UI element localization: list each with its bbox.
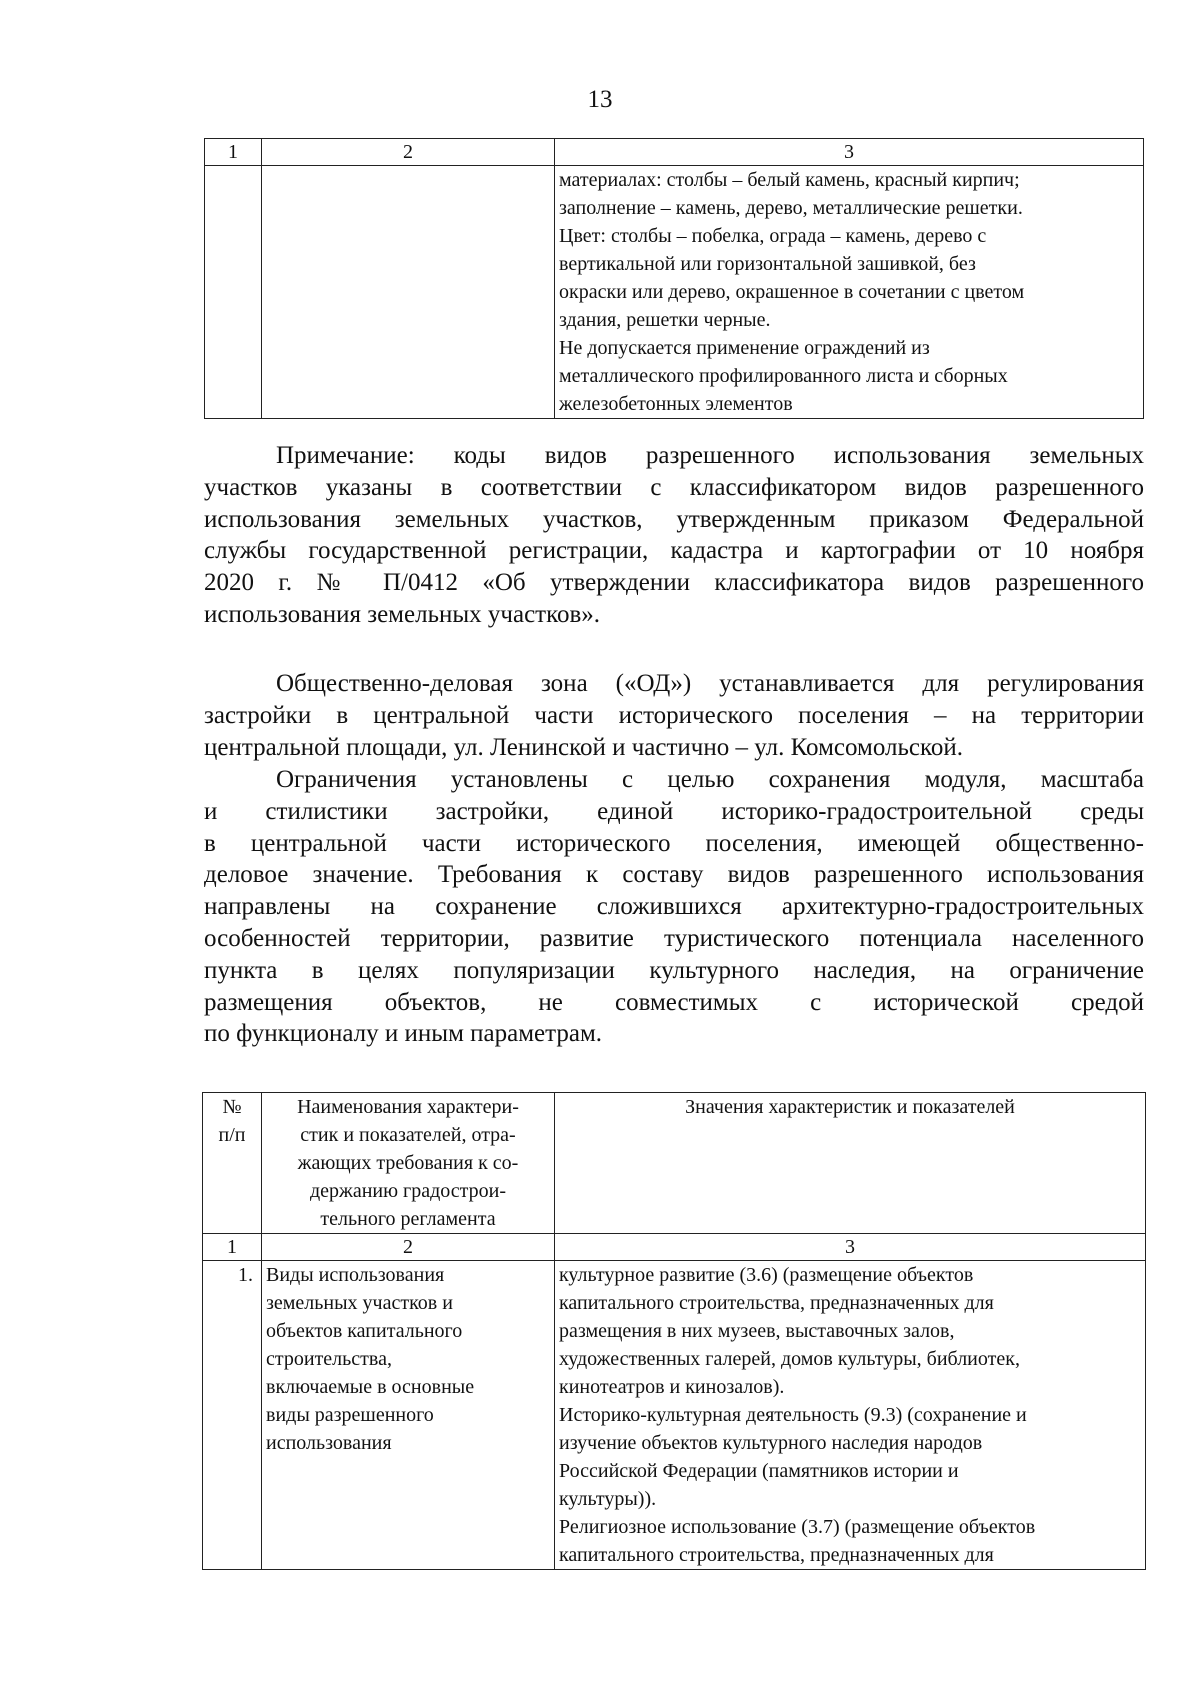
empty-cell [205, 166, 262, 419]
empty-cell [262, 166, 555, 419]
cell-line: вертикальной или горизонтальной зашивкой, без [559, 253, 976, 275]
cell-line: капитального строительства, предназначенных для [559, 1544, 994, 1566]
cell-line: культурное развитие (3.6) (размещение объектов [559, 1264, 974, 1286]
header-line: держанию градострои- [309, 1180, 507, 1202]
cell-line: Историко-культурная деятельность (9.3) (сохранение и [559, 1404, 1027, 1426]
text-line: Ограничения установлены с целью сохранения модуля, масштаба [276, 766, 1144, 793]
header-line: стик и показателей, отра- [300, 1124, 516, 1146]
text-line: использования земельных участков, утвержденным приказом Федеральной [204, 505, 1144, 533]
text-line: деловое значение. Требования к составу видов разрешенного использования [204, 861, 1144, 889]
text-line: Общественно-деловая зона («ОД») устанавливается для регулирования [276, 670, 1144, 697]
cell-line: художественных галерей, домов культуры, библиотек, [559, 1348, 1020, 1370]
table-index-row [203, 1234, 1146, 1261]
cell-line: кинотеатров и кинозалов). [559, 1376, 785, 1398]
cell-line: Виды использования [266, 1264, 445, 1286]
fence-requirements-cell [555, 166, 1144, 419]
cell-line: материалах: столбы – белый камень, красный кирпич; [559, 169, 1020, 191]
header-line: Наименования характери- [297, 1096, 519, 1118]
index-cell-1: 1 [205, 139, 262, 166]
cell-line: использования [266, 1432, 392, 1454]
cell-line: Российской Федерации (памятников истории и [559, 1460, 959, 1482]
row-name-cell [262, 1261, 555, 1570]
index-cell-2: 2 [262, 1234, 555, 1261]
text-line: Примечание: коды видов разрешенного использования земельных [276, 442, 1144, 469]
cell-line: строительства, [266, 1348, 392, 1370]
cell-line: виды разрешенного [266, 1404, 434, 1426]
text-line: центральной площади, ул. Ленинской и частично – ул. Комсомольской. [204, 733, 963, 761]
header-line: № [222, 1096, 242, 1118]
header-name-cell [262, 1093, 555, 1234]
index-cell-1: 1 [203, 1234, 262, 1261]
zone-paragraph [204, 668, 1144, 763]
cell-line: размещения в них музеев, выставочных залов, [559, 1320, 955, 1342]
note-paragraph [204, 440, 1144, 631]
index-cell-3: 3 [555, 139, 1144, 166]
header-line: п/п [218, 1124, 246, 1146]
cell-line: включаемые в основные [266, 1376, 475, 1398]
cell-line: капитального строительства, предназначенных для [559, 1292, 994, 1314]
page-number: 13 [587, 86, 613, 113]
cell-line: Не допускается применение ограждений из [559, 337, 930, 359]
cell-line: земельных участков и [266, 1292, 453, 1314]
cell-line: культуры)). [559, 1488, 657, 1510]
text-line: размещения объектов, не совместимых с исторической средой [204, 988, 1144, 1016]
header-num-cell [203, 1093, 262, 1234]
header-line: тельного регламента [320, 1208, 496, 1230]
text-line: использования земельных участков». [204, 600, 601, 628]
zone-regulations-table [202, 1092, 1146, 1570]
table-row [205, 166, 1144, 419]
text-line: 2020 г. № П/0412 «Об утверждении классификатора видов разрешенного [204, 569, 1144, 597]
text-line: и стилистики застройки, единой историко-градостроительной среды [204, 797, 1144, 825]
text-line: по функционалу и иным параметрам. [204, 1020, 603, 1048]
table-header-row [203, 1093, 1146, 1234]
text-line: в центральной части исторического поселения, имеющей общественно- [204, 829, 1144, 857]
row-values-cell [555, 1261, 1146, 1570]
text-line: особенностей территории, развитие туристического потенциала населенного [204, 924, 1144, 952]
cell-line: заполнение – камень, дерево, металлические решетки. [559, 197, 1023, 219]
cell-line: железобетонных элементов [559, 393, 793, 415]
header-values-cell: Значения характеристик и показателей [555, 1093, 1146, 1234]
table-row [203, 1261, 1146, 1570]
cell-line: изучение объектов культурного наследия народов [559, 1432, 983, 1454]
cell-line: Религиозное использование (3.7) (размещение объектов [559, 1516, 1036, 1538]
cell-line: объектов капитального [266, 1320, 463, 1342]
continued-table [204, 138, 1144, 419]
text-line: участков указаны в соответствии с классификатором видов разрешенного [204, 473, 1144, 501]
index-cell-2: 2 [262, 139, 555, 166]
cell-line: здания, решетки черные. [559, 309, 771, 331]
table-index-row [205, 139, 1144, 166]
text-line: пункта в целях популяризации культурного наследия, на ограничение [204, 956, 1144, 984]
row-number: 1. [203, 1261, 262, 1570]
header-line: жающих требования к со- [297, 1152, 519, 1174]
text-line: застройки в центральной части исторического поселения – на территории [204, 701, 1144, 729]
cell-line: Цвет: столбы – побелка, ограда – камень, дерево с [559, 225, 987, 247]
restrictions-paragraph [204, 764, 1144, 1050]
text-line: службы государственной регистрации, кадастра и картографии от 10 ноября [204, 537, 1144, 565]
cell-line: металлического профилированного листа и сборных [559, 365, 1008, 387]
index-cell-3: 3 [555, 1234, 1146, 1261]
text-line: направлены на сохранение сложившихся архитектурно-градостроительных [204, 893, 1144, 921]
cell-line: окраски или дерево, окрашенное в сочетании с цветом [559, 281, 1025, 303]
